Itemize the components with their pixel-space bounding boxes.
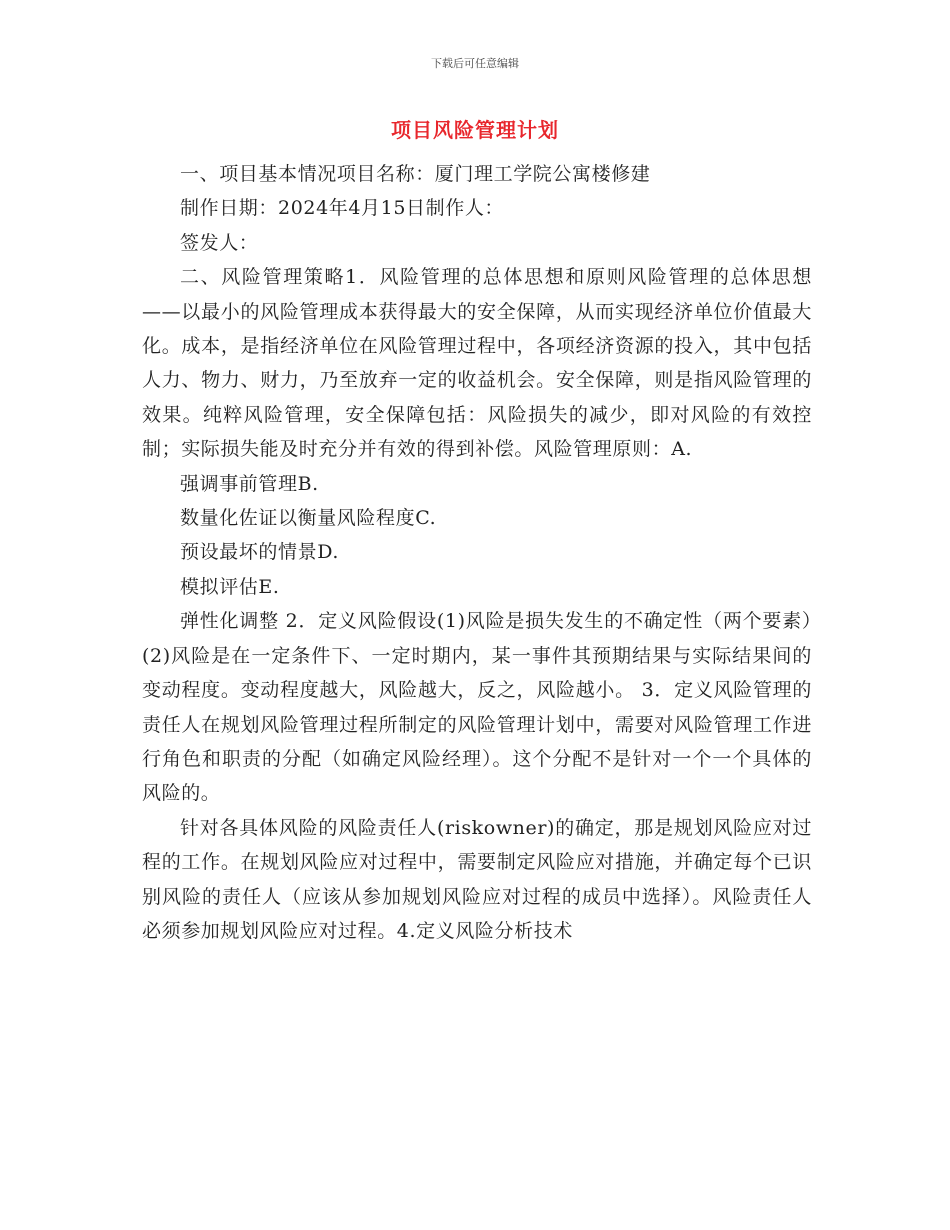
page-header: 下载后可任意编辑 (431, 57, 519, 70)
paragraph-principle-e: 模拟评估E. (180, 575, 280, 598)
paragraph-risk-assumptions: 弹性化调整 2．定义风险假设(1)风险是损失发生的不确定性（两个要素）(2)风险是在一定条件下、一定时期内，某一事件其预期结果与实际结果间的变动程度。变动程度越大，风险越大，反之，风险越小。 3．定义风险管理的责任人在规划风险管理过程所制定的风险管理计划中，需要对风险管理工作进行角色和职责的分配（如确定风险经理）。这个分配不是针对一个一个具体的风险的。 (142, 610, 812, 805)
paragraph-project-info: 一、项目基本情况项目名称：厦门理工学院公寓楼修建 (180, 163, 651, 185)
paragraph-date-author: 制作日期：2024年4月15日制作人： (180, 197, 505, 220)
paragraph-risk-owner: 针对各具体风险的风险责任人(riskowner)的确定，那是规划风险应对过程的工作。在规划风险应对过程中，需要制定风险应对措施，并确定每个已识别风险的责任人（应该从参加规划风险应对过程的成员中选择）。风险责任人必须参加规划风险应对过程。4.定义风险分析技术 (142, 816, 812, 942)
paragraph-principle-d: 预设最坏的情景D. (180, 541, 339, 564)
document-title: 项目风险管理计划 (391, 118, 559, 142)
paragraph-issuer: 签发人： (180, 231, 259, 254)
paragraph-principle-c: 数量化佐证以衡量风险程度C. (180, 507, 437, 530)
document-body (142, 157, 812, 948)
paragraph-risk-strategy: 二、风险管理策略1．风险管理的总体思想和原则风险管理的总体思想——以最小的风险管理成本获得最大的安全保障，从而实现经济单位价值最大化。成本，是指经济单位在风险管理过程中，各项经济资源的投入，其中包括人力、物力、财力，乃至放弃一定的收益机会。安全保障，则是指风险管理的效果。纯粹风险管理，安全保障包括：风险损失的减少，即对风险的有效控制；实际损失能及时充分并有效的得到补偿。风险管理原则：A. (142, 266, 812, 461)
paragraph-principle-b: 强调事前管理B. (180, 472, 319, 495)
